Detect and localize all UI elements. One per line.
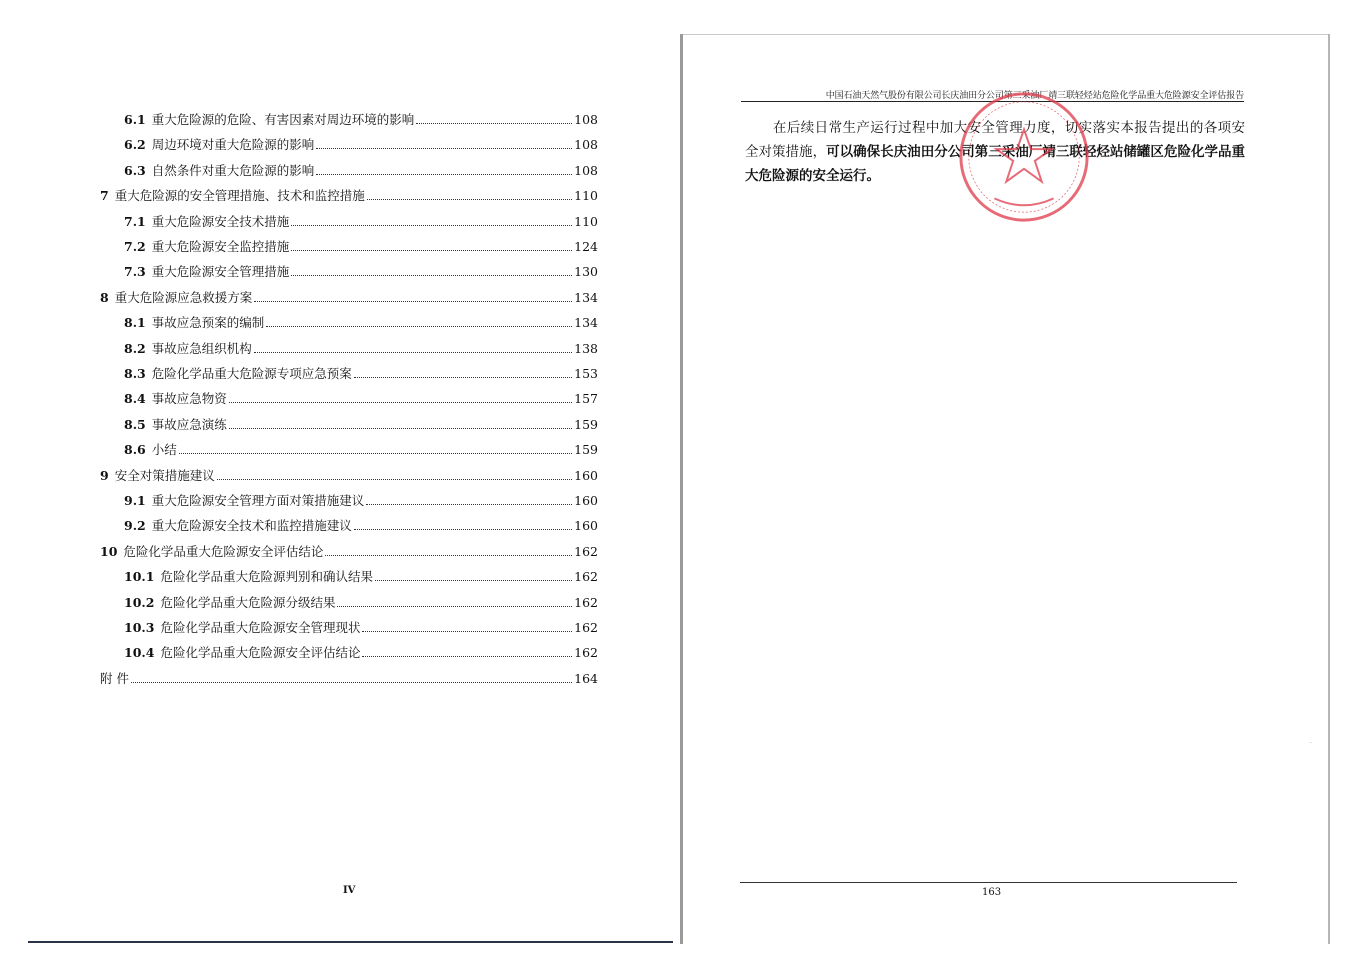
- conclusion-paragraph: [745, 116, 1245, 188]
- toc-entry-number: 8.1: [124, 315, 146, 331]
- toc-entry-title: 附 件: [100, 670, 129, 686]
- toc-entry-number: 7: [100, 188, 109, 204]
- toc-entry: [100, 468, 598, 484]
- toc-entry-title: 周边环境对重大危险源的影响: [151, 137, 315, 153]
- toc-entry: [124, 137, 598, 153]
- toc-entry-page: 130: [574, 264, 598, 280]
- toc-entry: [100, 188, 598, 204]
- toc-entry-number: 8.6: [124, 442, 146, 458]
- toc-dot-leader: [291, 274, 572, 276]
- toc-entry-page: 108: [574, 162, 598, 178]
- toc-entry-title: 重大危险源应急救援方案: [114, 289, 253, 305]
- toc-dot-leader: [254, 351, 572, 353]
- toc-dot-leader: [416, 122, 572, 124]
- toc-dot-leader: [375, 579, 572, 581]
- toc-entry-title: 危险化学品重大危险源分级结果: [160, 594, 336, 610]
- toc-entry-number: 8.5: [124, 416, 146, 432]
- toc-entry-number: 8.3: [124, 366, 146, 381]
- toc-entry-title: 危险化学品重大危险源判别和确认结果: [160, 569, 373, 585]
- toc-dot-leader: [325, 554, 572, 556]
- toc-entry: [124, 391, 598, 407]
- toc-entry: [124, 417, 598, 433]
- toc-dot-leader: [217, 478, 572, 480]
- toc-entry-title: 危险化学品重大危险源专项应急预案: [151, 366, 352, 381]
- toc-dot-leader: [367, 198, 572, 200]
- toc-dot-leader: [316, 147, 572, 149]
- toc-entry-title: 安全对策措施建议: [114, 467, 215, 483]
- toc-entry: [124, 264, 598, 280]
- toc-entry-page: 164: [574, 670, 598, 686]
- toc-entry-title: 小结: [151, 442, 177, 458]
- toc-entry-page: 160: [574, 467, 598, 483]
- toc-entry-page: 157: [574, 391, 598, 407]
- toc-entry-number: 7.3: [124, 264, 146, 280]
- toc-entry-title: 重大危险源安全监控措施: [151, 239, 290, 254]
- toc-entry-title: 事故应急组织机构: [151, 340, 252, 356]
- toc-entry-page: 162: [574, 645, 598, 661]
- toc-entry-title: 重大危险源安全技术措施: [151, 213, 290, 229]
- toc-entry-title: 事故应急物资: [151, 391, 227, 407]
- footer-rule: [740, 882, 1237, 883]
- toc-entry-title: 重大危险源安全技术和监控措施建议: [151, 518, 352, 534]
- toc-dot-leader: [362, 655, 572, 657]
- toc-entry: [124, 569, 598, 585]
- toc-entry-title: 危险化学品重大危险源安全管理现状: [160, 620, 361, 635]
- toc-entry-page: 124: [574, 239, 598, 254]
- toc-entry-page: 160: [574, 493, 598, 508]
- toc-entry-page: 138: [574, 340, 598, 356]
- toc-dot-leader: [337, 605, 572, 607]
- toc-entry-number: 9.2: [124, 518, 146, 534]
- toc-entry: [124, 214, 598, 230]
- toc-entry: [124, 366, 598, 382]
- page-number: IV: [343, 885, 356, 896]
- toc-entry-title: 事故应急预案的编制: [151, 315, 265, 331]
- toc-dot-leader: [179, 452, 572, 454]
- toc-entry: [100, 290, 598, 306]
- toc-entry-number: 10.3: [124, 620, 155, 635]
- toc-entry-page: 159: [574, 416, 598, 432]
- toc-dot-leader: [229, 427, 572, 429]
- toc-entry-number: 10.2: [124, 594, 155, 610]
- toc-dot-leader: [366, 503, 572, 505]
- toc-dot-leader: [291, 249, 572, 251]
- toc-entry-number: 8: [100, 289, 109, 305]
- toc-entry: [124, 239, 598, 255]
- toc-dot-leader: [362, 630, 572, 632]
- toc-entry: [124, 163, 598, 179]
- toc-entry-title: 事故应急演练: [151, 416, 227, 432]
- toc-entry: [124, 518, 598, 534]
- toc-entry-page: 162: [574, 543, 598, 559]
- toc-entry-number: 6.1: [124, 112, 146, 127]
- toc-entry-page: 134: [574, 289, 598, 305]
- toc-entry: [124, 442, 598, 458]
- toc-entry-page: 108: [574, 112, 598, 127]
- paragraph-text: 在后续日常生产运行过程中加大安全管理力度，切实落实本报告提出的各项安全对策措施，: [745, 120, 1245, 160]
- toc-entry: [100, 544, 598, 560]
- toc-entry-number: 8.2: [124, 340, 146, 356]
- toc-entry-title: 危险化学品重大危险源安全评估结论: [123, 543, 324, 559]
- toc-entry: [124, 493, 598, 509]
- toc-entry-page: 160: [574, 518, 598, 534]
- toc-entry-number: 6.3: [124, 162, 146, 178]
- page-edge: [1328, 34, 1330, 944]
- toc-entry-number: 10.1: [124, 569, 155, 585]
- toc-entry: [100, 671, 598, 687]
- toc-entry: [124, 595, 598, 611]
- toc-entry-number: 10: [100, 543, 118, 559]
- toc-entry: [124, 341, 598, 357]
- paragraph-bold-text: 可以确保长庆油田分公司第三采油厂靖三联轻烃站储罐区危险化学品重大危险源的安全运行。: [745, 144, 1246, 184]
- toc-dot-leader: [131, 681, 572, 683]
- toc-entry-page: 162: [574, 569, 598, 585]
- page-number: 163: [982, 887, 1002, 898]
- toc-entry-page: 108: [574, 137, 598, 153]
- toc-entry-number: 6.2: [124, 137, 146, 153]
- toc-entry-title: 重大危险源的安全管理措施、技术和监控措施: [114, 188, 365, 204]
- toc-dot-leader: [291, 224, 572, 226]
- toc-entry-number: 7.2: [124, 239, 146, 254]
- running-header: 中国石油天然气股份有限公司长庆油田分公司第三采油厂靖三联轻烃站危险化学品重大危险源安全评估报告: [825, 91, 1244, 101]
- toc-dot-leader: [254, 300, 572, 302]
- toc-entry-number: 10.4: [124, 645, 155, 661]
- toc-entry-title: 自然条件对重大危险源的影响: [151, 162, 315, 178]
- toc-entry-page: 162: [574, 594, 598, 610]
- toc-dot-leader: [354, 376, 572, 378]
- toc-entry: [124, 315, 598, 331]
- toc-entry: [124, 620, 598, 636]
- header-rule: [741, 101, 1244, 102]
- toc-dot-leader: [354, 528, 572, 530]
- toc-entry-title: 重大危险源的危险、有害因素对周边环境的影响: [151, 112, 415, 127]
- toc-entry: [124, 645, 598, 661]
- toc-dot-leader: [316, 173, 572, 175]
- bottom-rule: [28, 941, 673, 943]
- toc-dot-leader: [229, 401, 572, 403]
- toc-entry-number: 9: [100, 467, 109, 483]
- toc-entry-page: 153: [574, 366, 598, 381]
- toc-entry-title: 危险化学品重大危险源安全评估结论: [160, 645, 361, 661]
- toc-entry-page: 134: [574, 315, 598, 331]
- scan-speck: ·: [1310, 740, 1312, 747]
- toc-entry-title: 重大危险源安全管理方面对策措施建议: [151, 493, 365, 508]
- toc-entry: [124, 112, 598, 128]
- toc-entry-page: 110: [574, 188, 598, 204]
- toc-entry-page: 159: [574, 442, 598, 458]
- toc-entry-title: 重大危险源安全管理措施: [151, 264, 290, 280]
- toc-entry-page: 162: [574, 620, 598, 635]
- toc-dot-leader: [266, 325, 572, 327]
- toc-entry-number: 7.1: [124, 213, 146, 229]
- toc-entry-number: 8.4: [124, 391, 146, 407]
- toc-entry-number: 9.1: [124, 493, 146, 508]
- toc-entry-page: 110: [574, 213, 598, 229]
